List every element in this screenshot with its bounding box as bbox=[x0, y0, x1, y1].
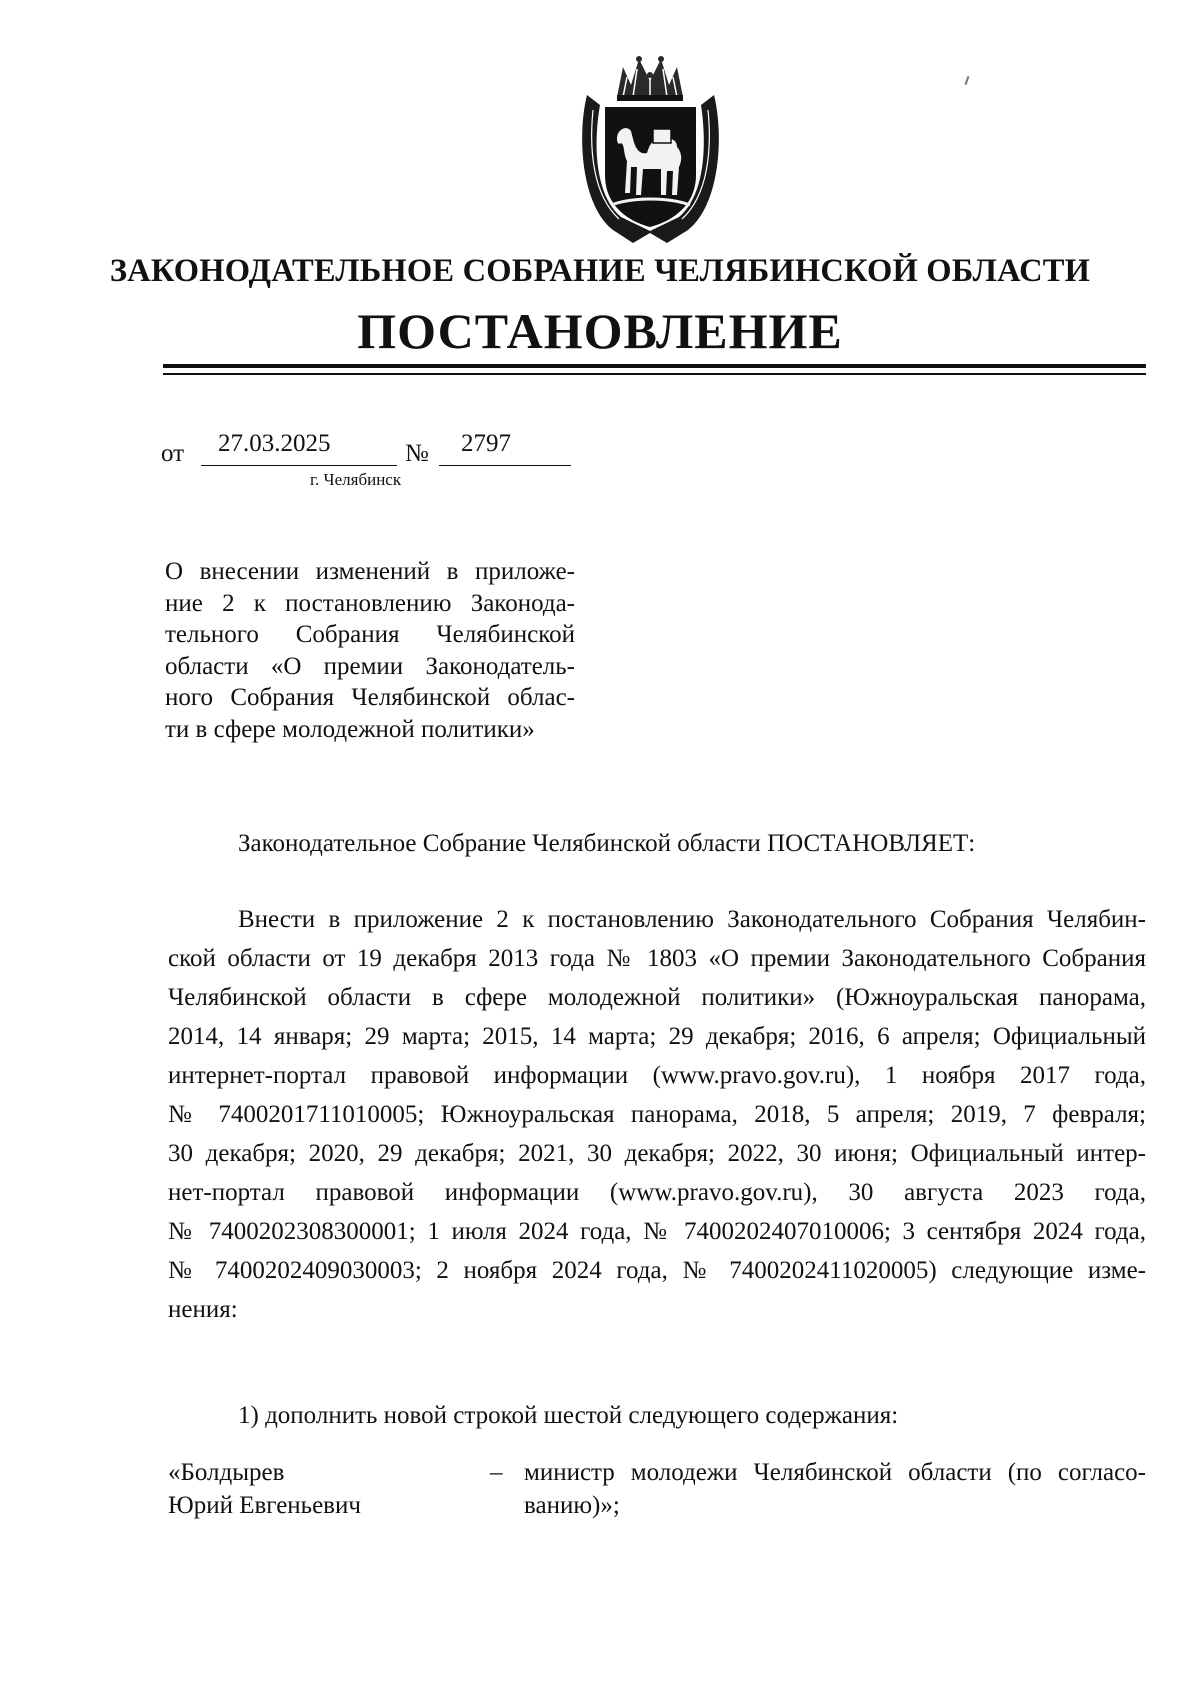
organization-title: ЗАКОНОДАТЕЛЬНОЕ СОБРАНИЕ ЧЕЛЯБИНСКОЙ ОБЛАСТИ bbox=[109, 253, 1091, 289]
body-line: ской области от 19 декабря 2013 года № 1803 «О премии Законодательного Собрания bbox=[168, 945, 1146, 972]
city-label: г. Челябинск bbox=[310, 470, 402, 489]
preamble: Законодательное Собрание Челябинской области ПОСТАНОВЛЯЕТ: bbox=[238, 830, 976, 857]
date-prefix-label: от bbox=[161, 440, 185, 467]
body-line: Челябинской области в сфере молодежной политики» (Южноуральская панорама, bbox=[168, 984, 1146, 1011]
body-line: Внести в приложение 2 к постановлению Законодательного Собрания Челябин- bbox=[238, 906, 1146, 933]
member-given-names: Юрий Евгеньевич bbox=[168, 1492, 361, 1519]
subject-line: области «О премии Законодатель- bbox=[165, 652, 575, 680]
member-role-line: министр молодежи Челябинской области (по согласо- bbox=[524, 1459, 1146, 1486]
body-line: нения: bbox=[168, 1296, 238, 1323]
coat-of-arms-icon bbox=[573, 55, 728, 247]
document-date: 27.03.2025 bbox=[201, 430, 397, 466]
body-line: № 7400202409030003; 2 ноября 2024 года, № 7400202411020005) следующие изме- bbox=[168, 1257, 1146, 1284]
list-item-1: 1) дополнить новой строкой шестой следующего содержания: bbox=[238, 1402, 899, 1429]
subject-line: ние 2 к постановлению Законода- bbox=[165, 589, 575, 617]
body-line: № 7400201711010005; Южноуральская панорама, 2018, 5 апреля; 2019, 7 февраля; bbox=[168, 1101, 1146, 1128]
document-number: 2797 bbox=[439, 430, 571, 466]
body-line: нет-портал правовой информации (www.pravo.gov.ru), 30 августа 2023 года, bbox=[168, 1179, 1146, 1206]
header-rule-thick bbox=[163, 364, 1146, 368]
number-sign-label: № bbox=[405, 440, 429, 467]
body-line: интернет-портал правовой информации (www.pravo.gov.ru), 1 ноября 2017 года, bbox=[168, 1062, 1146, 1089]
body-line: 2014, 14 января; 29 марта; 2015, 14 марта; 29 декабря; 2016, 6 апреля; Официальный bbox=[168, 1023, 1146, 1050]
subject-line: тельного Собрания Челябинской bbox=[165, 621, 575, 648]
member-name bbox=[168, 1456, 361, 1522]
member-dash: – bbox=[490, 1459, 503, 1486]
subject-line: О внесении изменений в приложе- bbox=[165, 558, 575, 585]
subject-line: ти в сфере молодежной политики» bbox=[165, 715, 535, 743]
document-type-heading: ПОСТАНОВЛЕНИЕ bbox=[357, 303, 843, 359]
document-subject bbox=[165, 556, 575, 745]
body-line: № 7400202308300001; 1 июля 2024 года, № 7400202407010006; 3 сентября 2024 года, bbox=[168, 1218, 1146, 1245]
header-rule-thin bbox=[163, 373, 1146, 375]
member-role bbox=[524, 1456, 1146, 1522]
body-paragraph bbox=[168, 900, 1146, 1329]
crown-icon bbox=[617, 56, 683, 101]
body-line: 30 декабря; 2020, 29 декабря; 2021, 30 декабря; 2022, 30 июня; Официальный интер- bbox=[168, 1140, 1146, 1167]
subject-line: ного Собрания Челябинской облас- bbox=[165, 684, 575, 711]
member-surname: «Болдырев bbox=[168, 1459, 285, 1486]
member-role-line: ванию)»; bbox=[524, 1492, 620, 1519]
scan-speck bbox=[965, 76, 970, 85]
